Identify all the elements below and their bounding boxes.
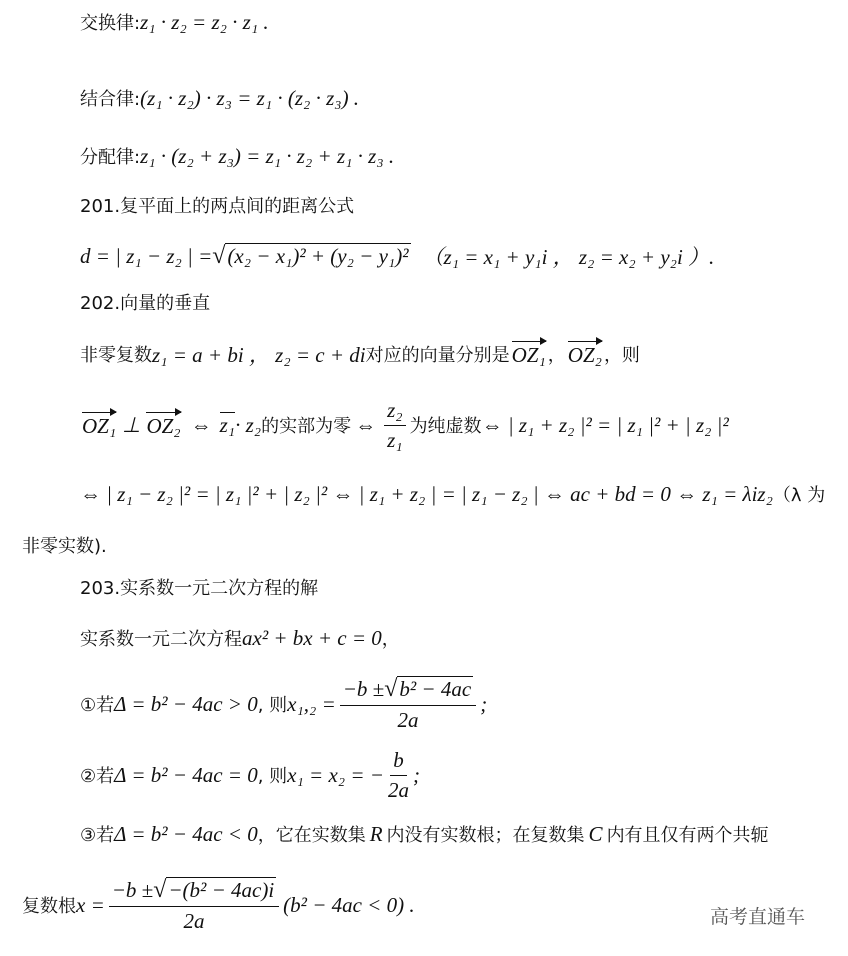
denominator: 2a (397, 707, 419, 732)
text: ①若 (80, 695, 115, 716)
distance-condition: （z₁ = x₁ + y₁i ， z₂ = x₂ + y₂i ）. (422, 245, 715, 269)
text: 为纯虚数 (409, 416, 482, 437)
law-label: 分配律: (80, 147, 141, 168)
associative-law (80, 80, 359, 116)
heading-203: 203.实系数一元二次方程的解 (80, 578, 319, 599)
text: 内没有实数根；在复数集 (386, 825, 585, 846)
iff-symbol: ⇔ (190, 412, 212, 437)
text: 非零复数 (80, 345, 152, 366)
text: ②若 (80, 766, 115, 787)
vector-oz1: OZ₁ (511, 342, 546, 367)
distance-formula (80, 236, 714, 276)
iff-symbol: ⇔ (355, 412, 377, 437)
fraction: −b ± √ −(b² − 4ac)i 2a (109, 877, 279, 934)
law-formula: z₁ · (z₂ + z₃) = z₁ · z₂ + z₁ · z₃ . (140, 143, 395, 168)
sqrt-body: −(b² − 4ac)i (168, 877, 275, 902)
sqrt-body: b² − 4ac (399, 676, 472, 701)
text: ，它在实数集 (257, 825, 366, 846)
text: ， (381, 629, 400, 650)
set-c: C (588, 821, 603, 846)
denominator: 2a (387, 777, 409, 802)
equivalence-chain (80, 476, 825, 512)
text: ③若 (80, 825, 115, 846)
numerator: z₂ (384, 398, 405, 426)
law-label: 交换律: (80, 13, 141, 34)
formula: z₁ = a + bi ， z₂ = c + di (152, 343, 366, 367)
formula: x₁ = x₂ = − (287, 762, 384, 787)
note-close: 非零实数). (22, 536, 107, 557)
law-formula: z₁ · z₂ = z₂ · z₁ . (140, 9, 269, 34)
perp-symbol: ⊥ (122, 412, 141, 437)
text: 内有且仅有两个共轭 (606, 825, 769, 846)
formula: Δ = b² − 4ac < 0 (114, 821, 258, 846)
distance-lhs: d = | z₁ − z₂ | = (80, 243, 213, 268)
numerator-pre: −b ± (111, 877, 154, 902)
text: 实系数一元二次方程 (80, 629, 242, 650)
formula: x₁,₂ = (287, 691, 336, 716)
formula: (b² − 4ac < 0) . (283, 892, 415, 917)
fraction (388, 748, 409, 803)
formula: ⇔ | z₁ + z₂ |² = | z₁ |² + | z₂ |² (481, 412, 729, 437)
text: 复数根 (22, 896, 76, 917)
text: , 则 (257, 695, 288, 716)
text: 对应的向量分别是 (365, 345, 510, 366)
formula: Δ = b² − 4ac > 0 (114, 691, 258, 716)
formula: · z₂ (235, 412, 262, 437)
case-2 (80, 744, 420, 806)
text: ， (547, 345, 566, 366)
watermark: 高考直通车 (710, 906, 806, 928)
vector-oz1: OZ₁ (82, 413, 117, 438)
distributive-law (80, 138, 394, 174)
set-r: R (369, 821, 383, 846)
numerator-pre: −b ± (342, 676, 385, 701)
formula: ⇔ | z₁ − z₂ |² = | z₁ |² + | z₂ |² ⇔ | z₁ + z₂ | = | z₁ − z₂ | ⇔ ac + bd = 0 ⇔ z₁ = λiz₂ (80, 481, 773, 506)
text: , 则 (257, 766, 288, 787)
formula: ax² + bx + c = 0 (242, 625, 382, 650)
text: （λ 为 (772, 485, 826, 506)
case-1 (80, 672, 487, 736)
denominator: z₁ (387, 427, 403, 452)
law-formula: (z₁ · z₂) · z₃ = z₁ · (z₂ · z₃) . (140, 85, 360, 110)
nonzero-complex-intro (80, 336, 640, 372)
text: ，则 (603, 345, 640, 366)
text: 的实部为零 (261, 416, 352, 437)
complex-roots (22, 872, 415, 938)
numerator: b (390, 748, 407, 776)
formula: x = (76, 892, 105, 917)
perpendicular-conditions (80, 395, 729, 455)
heading-202: 202.向量的垂直 (80, 293, 211, 314)
formula: Δ = b² − 4ac = 0 (114, 762, 258, 787)
case-3 (80, 816, 769, 852)
denominator: 2a (183, 908, 205, 933)
sqrt-body: (x₂ − x₁)² + (y₂ − y₁)² (227, 243, 409, 268)
text: ; (412, 762, 420, 787)
sqrt: √ (x₂ − x₁)² + (y₂ − y₁)² (212, 242, 409, 269)
quadratic-intro (80, 620, 400, 656)
commutative-law (80, 4, 269, 40)
heading-201: 201.复平面上的两点间的距离公式 (80, 196, 355, 217)
law-label: 结合律: (80, 89, 141, 110)
fraction (384, 398, 405, 453)
text: ; (480, 691, 488, 716)
vector-oz2: OZ₂ (146, 413, 181, 438)
fraction: −b ± √ b² − 4ac 2a (340, 676, 476, 733)
conjugate-z1: z₁ (219, 413, 236, 437)
vector-oz2: OZ₂ (567, 342, 602, 367)
